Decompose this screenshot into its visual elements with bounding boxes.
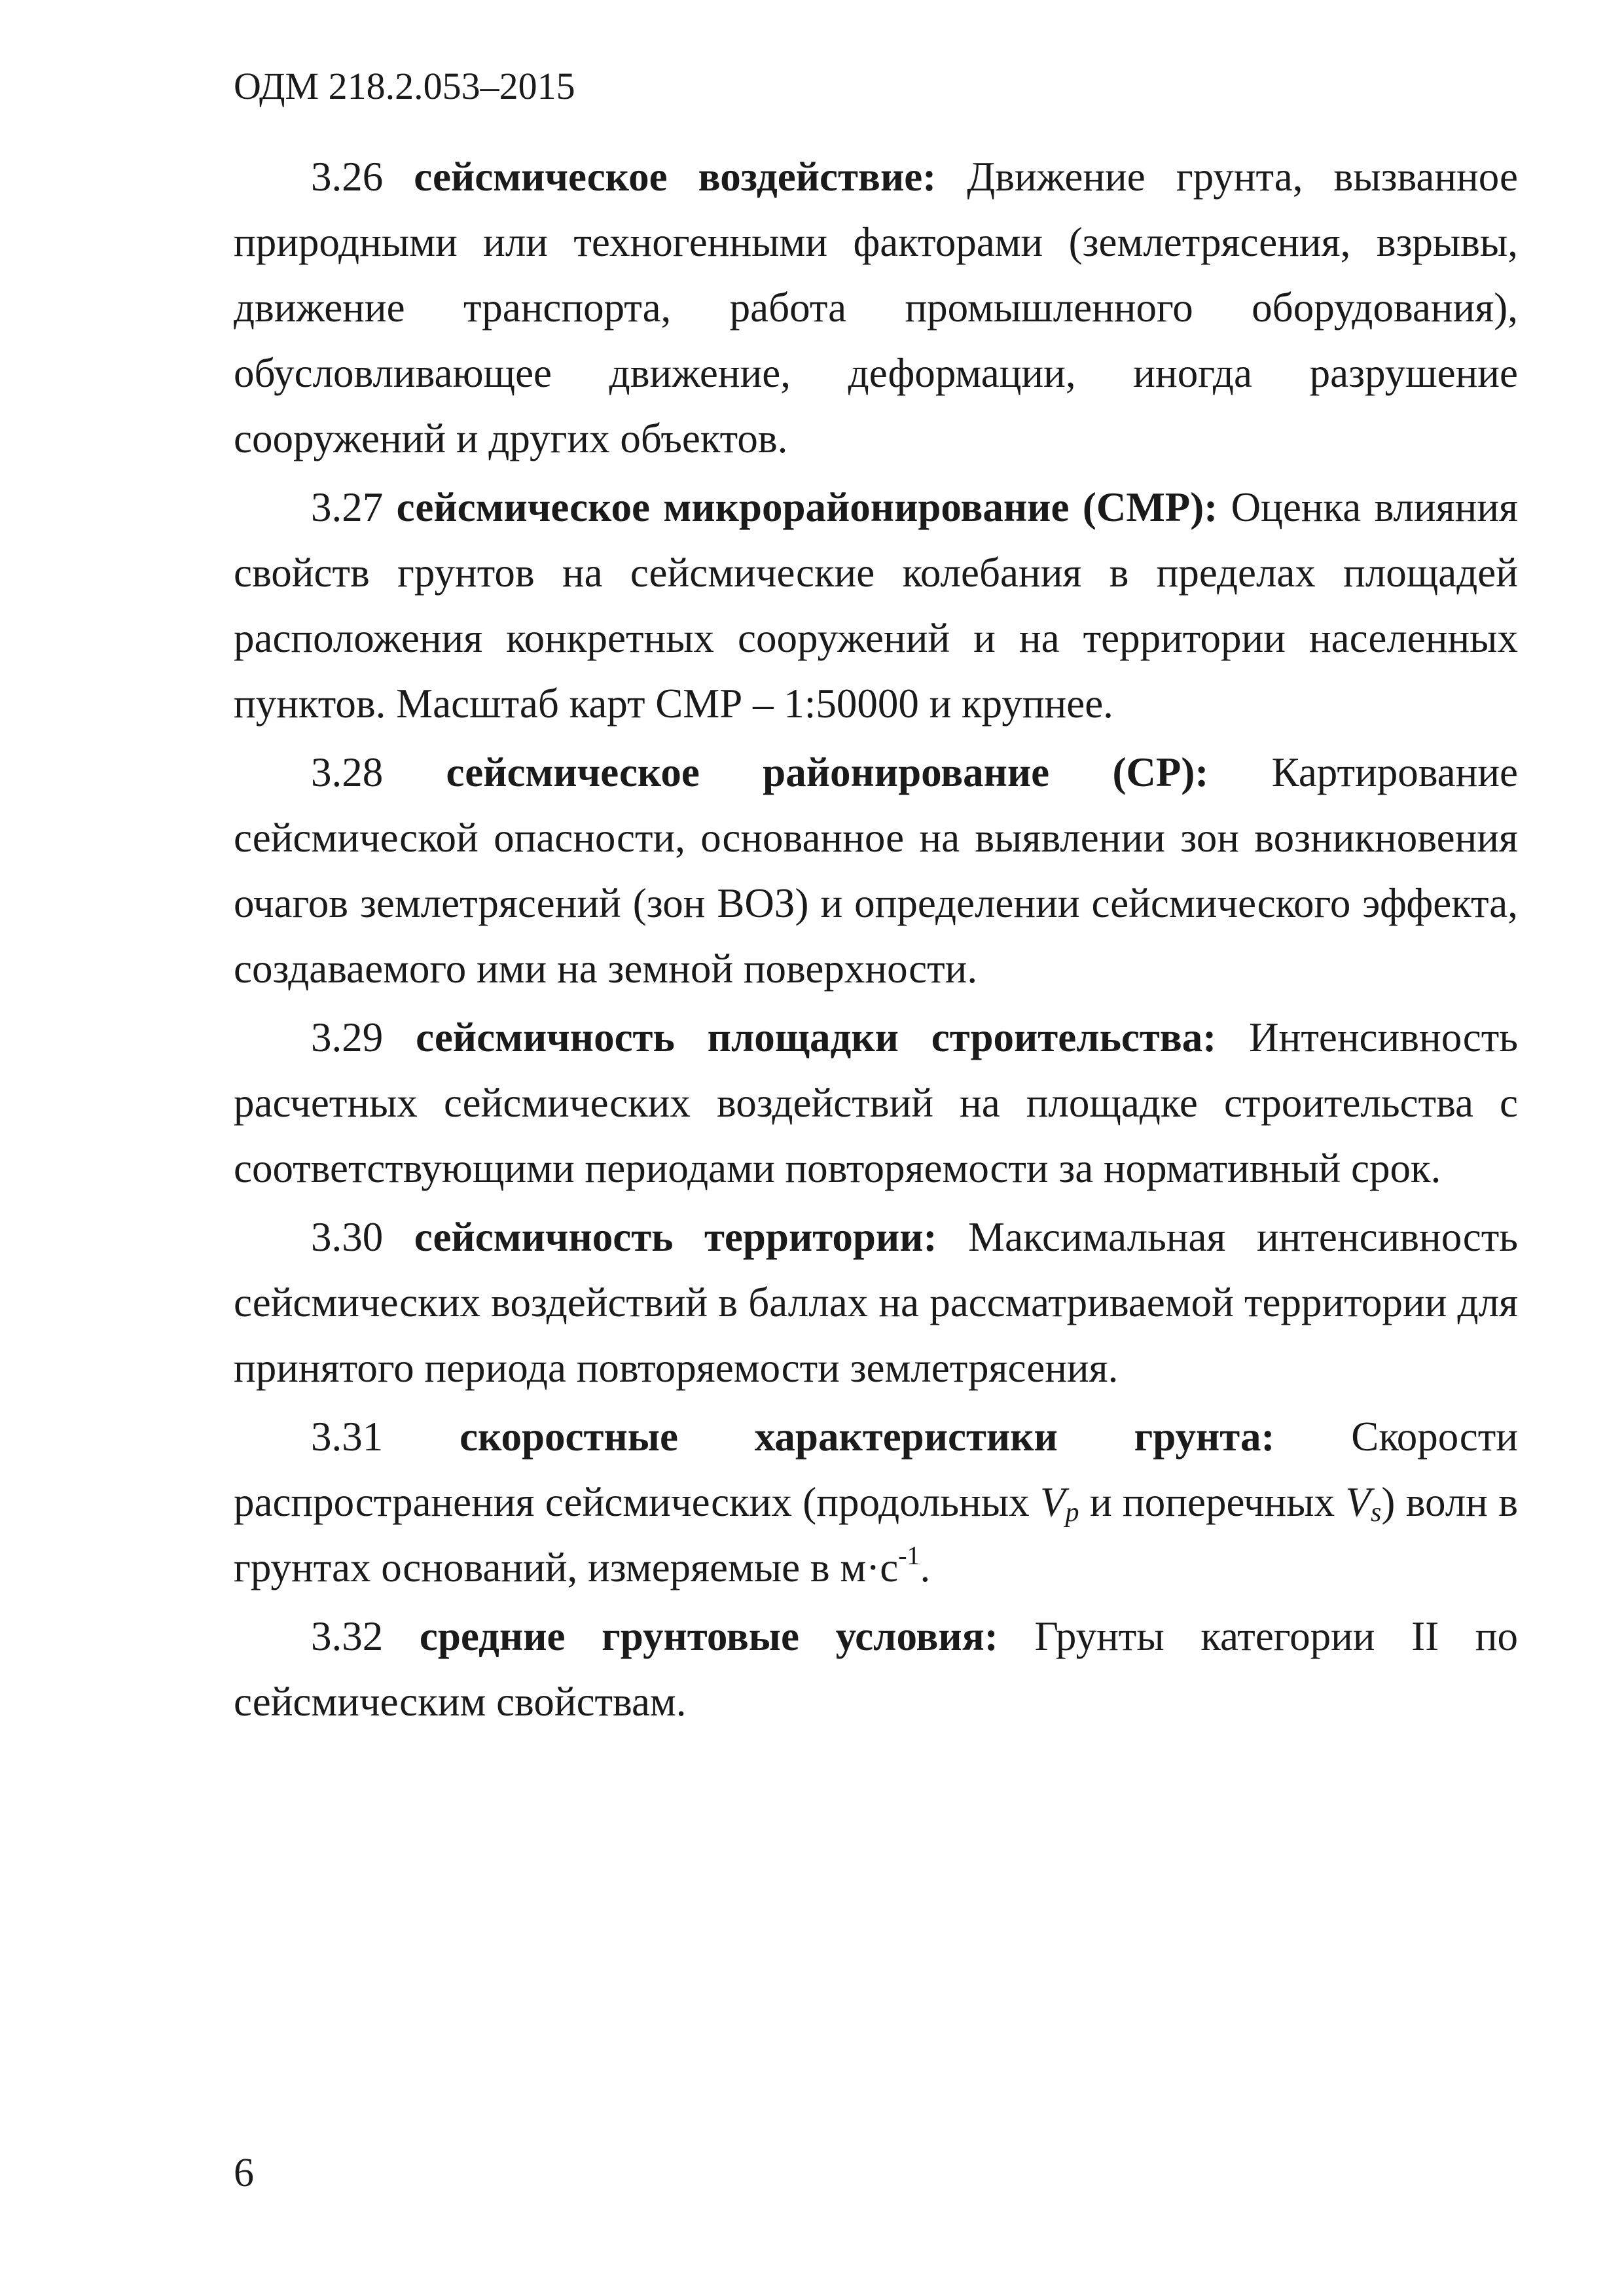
definition-text: Интенсивность расчетных сейсмических воздействий на площадке строительства с соответствующими периодами повторяемости за нормативный срок. xyxy=(234,1014,1518,1191)
term: сейсмичность площадки строительства: xyxy=(416,1014,1217,1060)
definition-3-30 xyxy=(234,1204,1518,1401)
clause-number: 3.27 xyxy=(311,484,384,530)
definition-3-27 xyxy=(234,475,1518,736)
clause-number: 3.29 xyxy=(311,1014,384,1060)
definition-text: Картирование сейсмической опасности, основанное на выявлении зон возникновения очагов землетрясений (зон ВОЗ) и определении сейсмического эффекта, создаваемого ими на земной поверхности. xyxy=(234,749,1518,992)
term: скоростные характеристики грунта: xyxy=(460,1414,1275,1460)
definition-3-31 xyxy=(234,1404,1518,1600)
definition-3-32 xyxy=(234,1604,1518,1734)
definition-text: Оценка влияния свойств грунтов на сейсмические колебания в пределах площадей расположения конкретных сооружений и на территории населенных пунктов. Масштаб карт СМР – 1:50000 и крупнее. xyxy=(234,484,1519,726)
term: сейсмическое воздействие: xyxy=(414,154,937,200)
definition-text-part: . xyxy=(920,1545,931,1590)
definition-text-part: и поперечных xyxy=(1089,1479,1335,1525)
definition-3-29 xyxy=(234,1005,1518,1201)
definition-text: Максимальная интенсивность сейсмических воздействий в баллах на рассматриваемой территории для принятого периода повторяемости землетрясения. xyxy=(234,1214,1519,1391)
definitions-list xyxy=(234,144,1518,1738)
clause-number: 3.26 xyxy=(311,154,384,200)
definition-3-28 xyxy=(234,740,1518,1001)
term: сейсмическое микрорайонирование (СМР): xyxy=(396,484,1218,530)
term: сейсмическое районирование (СР): xyxy=(446,749,1209,795)
clause-number: 3.30 xyxy=(311,1214,384,1260)
vp-symbol: $V_p$ xyxy=(1040,1479,1079,1528)
term: сейсмичность территории: xyxy=(414,1214,937,1260)
page-number: 6 xyxy=(234,2151,254,2195)
definition-text-part: ) волн в грунтах оснований, измеряемые в м·с xyxy=(234,1479,1519,1590)
term: средние грунтовые условия: xyxy=(419,1613,998,1659)
clause-number: 3.31 xyxy=(311,1414,384,1460)
unit-exponent: -1 xyxy=(898,1541,920,1570)
clause-number: 3.28 xyxy=(311,749,384,795)
definition-3-26 xyxy=(234,144,1518,471)
document-code-header: ОДМ 218.2.053–2015 xyxy=(234,65,575,107)
clause-number: 3.32 xyxy=(311,1613,384,1659)
definition-text: Движение грунта, вызванное природными или техногенными факторами (землетрясения, взрывы, движение транспорта, работа промышленного оборудования), обусловливающее движение, деформации, иногда разрушение сооружений и других объектов. xyxy=(234,154,1519,461)
definition-text: Грунты категории II по сейсмическим свойствам. xyxy=(234,1613,1518,1725)
definition-text-part: Скорости распространения сейсмических (продольных xyxy=(234,1414,1519,1525)
vs-symbol: $V_s$ xyxy=(1345,1479,1382,1528)
